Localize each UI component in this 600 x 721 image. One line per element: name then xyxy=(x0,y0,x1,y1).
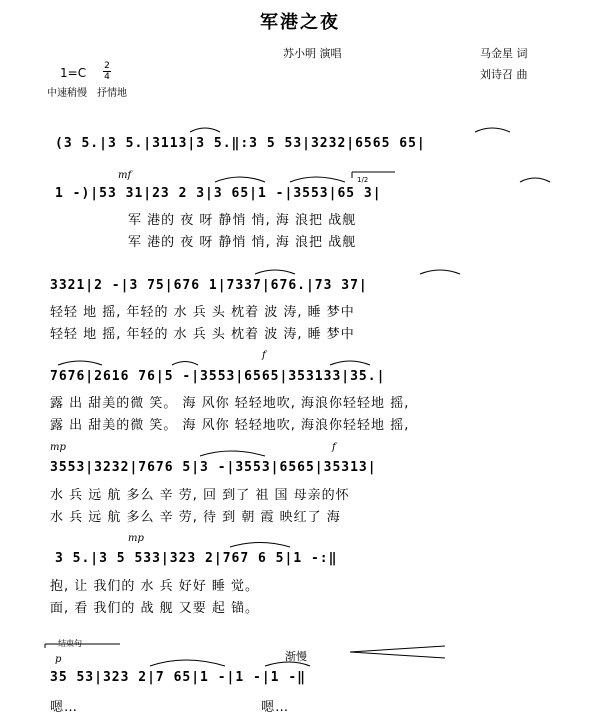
staff-5-lyrics-verse-1: 水 兵 远 航 多么 辛 劳, 回 到了 祖 国 母亲的怀 xyxy=(50,488,350,503)
volta-bracket: 1/2 xyxy=(357,176,369,184)
slur-arc xyxy=(520,178,550,182)
staff-6-lyrics-verse-2: 面, 看 我们的 战 舰 又要 起 锚。 xyxy=(50,601,260,616)
coda-notes: 35 53|323 2|7 65|1 -|1 -|1 -‖ xyxy=(50,670,306,685)
staff-5-notes: 3553|3232|7676 5|3 -|3553|6565|35313| xyxy=(50,460,377,475)
staff-3-lyrics-verse-1: 轻轻 地 摇, 年轻的 水 兵 头 枕着 波 涛, 睡 梦中 xyxy=(50,305,355,320)
staff-6-notes: 3 5.|3 5 533|323 2|767 6 5|1 -:‖ xyxy=(55,551,338,566)
dynamic-f-2: f xyxy=(332,442,336,453)
dynamic-p: p xyxy=(55,654,62,665)
slur-arc xyxy=(255,270,295,274)
slur-arc xyxy=(230,543,290,548)
coda-bracket xyxy=(45,644,120,648)
staff-2-notes: 1 -)|53 31|23 2 3|3 65|1 -|3553|65 3| xyxy=(55,186,382,201)
slur-arc xyxy=(215,177,265,182)
lyricist: 马金星 词 xyxy=(480,47,528,60)
dynamic-mf: mf xyxy=(118,170,132,181)
coda-lyrics: 嗯… 嗯… xyxy=(50,700,290,715)
slur-arc xyxy=(265,662,310,666)
slur-arc xyxy=(58,361,102,365)
slur-arc xyxy=(172,362,198,366)
time-signature-bottom: 4 xyxy=(104,72,110,82)
slur-arc xyxy=(475,128,510,132)
coda-label: 结束句 xyxy=(58,639,82,648)
dynamic-f: f xyxy=(262,350,266,361)
song-title: 军港之夜 xyxy=(260,12,340,33)
slur-arc xyxy=(290,177,345,182)
time-signature-top: 2 xyxy=(104,61,110,71)
staff-4-notes: 7676|2616 76|5 -|3553|6565|353133|35.| xyxy=(50,369,386,384)
composer: 刘诗召 曲 xyxy=(480,68,528,81)
staff-1-notes: (3 5.|3 5.|3113|3 5.‖:3 5 53|3232|6565 65| xyxy=(55,136,426,151)
staff-2-lyrics-verse-1: 军 港的 夜 呀 静悄 悄, 海 浪把 战舰 xyxy=(128,213,357,228)
volta-line xyxy=(352,172,395,178)
dynamic-mp-2: mp xyxy=(128,533,144,544)
staff-3-lyrics-verse-2: 轻轻 地 摇, 年轻的 水 兵 头 枕着 波 涛, 睡 梦中 xyxy=(50,327,355,342)
crescendo-hairpin xyxy=(350,646,445,658)
slur-arc xyxy=(200,451,265,456)
staff-6-lyrics-verse-1: 抱, 让 我们的 水 兵 好好 睡 觉。 xyxy=(50,579,260,594)
slur-arc xyxy=(150,660,225,666)
performer: 苏小明 演唱 xyxy=(283,47,342,60)
ritardando-marking: 渐慢 xyxy=(285,650,307,663)
tempo-marking: 中速稍慢 抒情地 xyxy=(47,88,127,99)
slur-arc xyxy=(420,270,460,274)
staff-4-lyrics-verse-1: 露 出 甜美的微 笑。 海 风你 轻轻地吹, 海浪你轻轻地 摇, xyxy=(50,396,410,411)
staff-2-lyrics-verse-2: 军 港的 夜 呀 静悄 悄, 海 浪把 战舰 xyxy=(128,235,357,250)
staff-3-notes: 3321|2 -|3 75|676 1|7337|676.|73 37| xyxy=(50,278,368,293)
staff-5-lyrics-verse-2: 水 兵 远 航 多么 辛 劳, 待 到 朝 霞 映红了 海 xyxy=(50,510,341,525)
dynamic-mp: mp xyxy=(50,442,66,453)
slur-arc xyxy=(190,128,220,132)
key-signature: 1=C xyxy=(60,66,87,80)
staff-4-lyrics-verse-2: 露 出 甜美的微 笑。 海 风你 轻轻地吹, 海浪你轻轻地 摇, xyxy=(50,418,410,433)
slur-arc xyxy=(330,361,370,365)
